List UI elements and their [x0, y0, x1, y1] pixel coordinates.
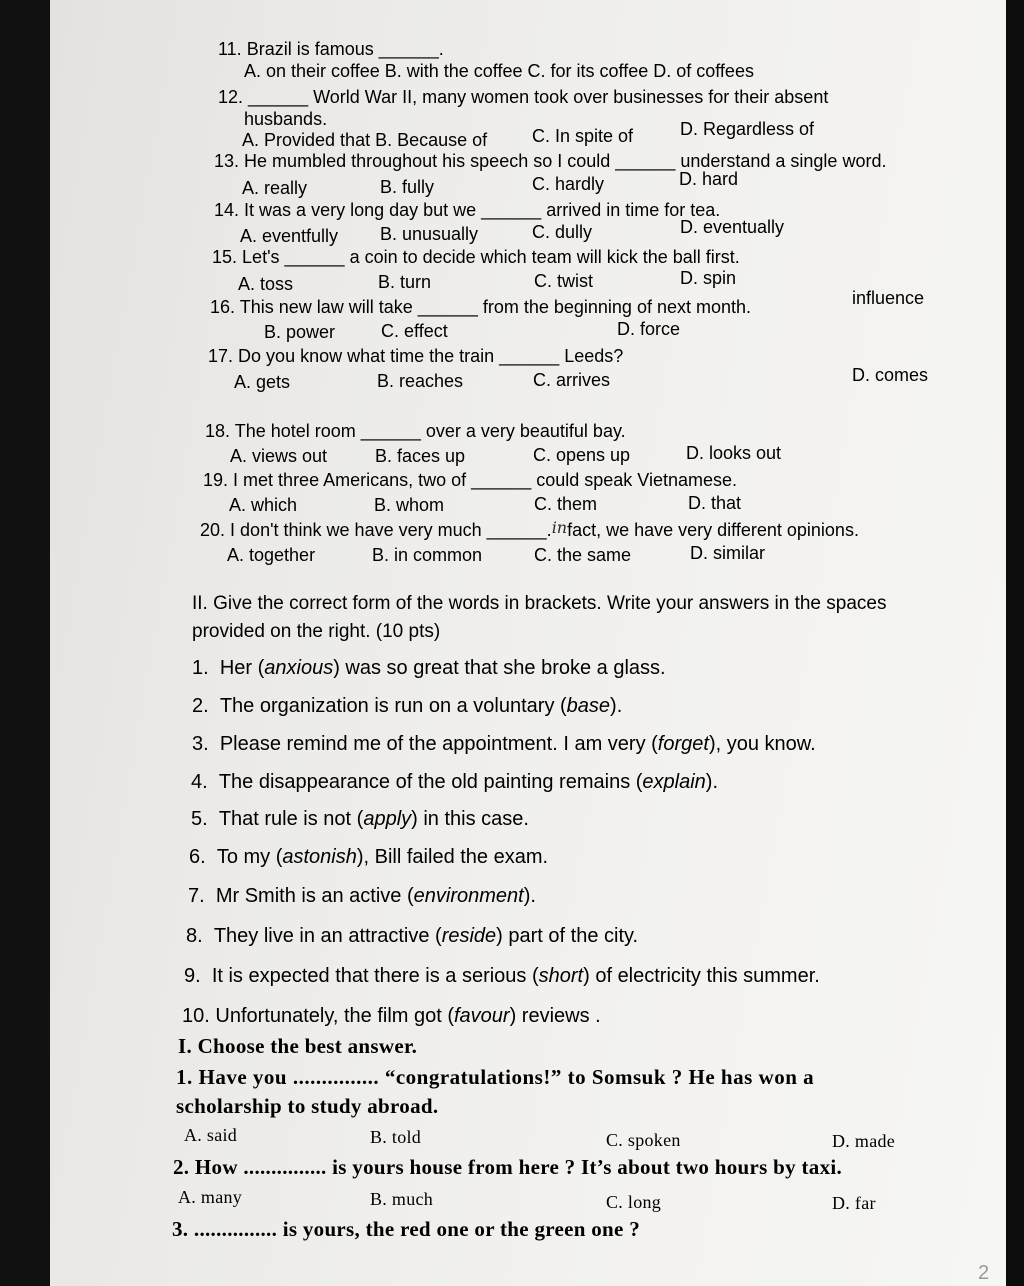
- q19-stem: 19. I met three Americans, two of ______ could speak Vietnamese.: [203, 470, 738, 490]
- s3-q2-opt-b: B. much: [370, 1189, 434, 1209]
- q17-opt-a: A. gets: [234, 372, 291, 392]
- q11-options: A. on their coffee B. with the coffee C. for its coffee D. of coffees: [244, 61, 754, 81]
- right-edge: [1006, 0, 1024, 1286]
- q13-opt-a: A. really: [242, 178, 308, 198]
- s3-q2-opt-a: A. many: [178, 1187, 243, 1207]
- s3-q1-opt-d: D. made: [832, 1131, 896, 1151]
- q16-opt-d: D. force: [617, 319, 681, 339]
- q16-stem: 16. This new law will take ______ from the beginning of next month.: [210, 297, 752, 317]
- word-form-item: 3. Please remind me of the appointment. I am very (forget), you know.: [192, 733, 816, 755]
- q14-opt-d: D. eventually: [680, 217, 785, 237]
- q15-opt-d: D. spin: [680, 268, 737, 288]
- word-form-item: 8. They live in an attractive (reside) part of the city.: [186, 925, 639, 947]
- word-form-item: 5. That rule is not (apply) in this case.: [191, 808, 529, 830]
- q13-opt-b: B. fully: [380, 177, 435, 197]
- q13-opt-c: C. hardly: [532, 174, 605, 194]
- q18-opt-a: A. views out: [230, 446, 328, 466]
- q18-opt-d: D. looks out: [686, 443, 782, 463]
- q16-opt-c: C. effect: [381, 321, 448, 341]
- q19-opt-a: A. which: [229, 495, 298, 515]
- q14-opt-b: B. unusually: [380, 224, 479, 244]
- q14-opt-c: C. dully: [532, 222, 593, 242]
- s3-q1-opt-a: A. said: [184, 1125, 238, 1145]
- q15-opt-b: B. turn: [378, 272, 432, 292]
- word-form-item: 7. Mr Smith is an active (environment).: [188, 885, 536, 907]
- s3-q3-line1: 3. ............... is yours, the red one or the green one ?: [172, 1217, 641, 1241]
- word-form-item: 6. To my (astonish), Bill failed the exam.: [189, 846, 549, 868]
- q15-opt-c: C. twist: [534, 271, 594, 291]
- q14-opt-a: A. eventfully: [240, 226, 339, 246]
- q11-stem: 11. Brazil is famous ______.: [218, 39, 444, 59]
- word-form-item: 9. It is expected that there is a serious (short) of electricity this summer.: [184, 965, 820, 987]
- q16-opt-influence: influence: [852, 288, 925, 308]
- q17-opt-b: B. reaches: [377, 371, 464, 391]
- q20-opt-c: C. the same: [534, 545, 632, 565]
- s3-q1-opt-c: C. spoken: [606, 1130, 681, 1150]
- q19-opt-c: C. them: [534, 494, 598, 514]
- q20-opt-d: D. similar: [690, 543, 765, 563]
- q12-opt-ab: A. Provided that B. Because of: [242, 130, 488, 150]
- page-number: 2: [978, 1262, 990, 1284]
- s3-q2-opt-c: C. long: [606, 1192, 662, 1212]
- q20-stem: 20. I don't think we have very much ______.infact, we have very different opinions.: [200, 518, 859, 540]
- q18-stem: 18. The hotel room ______ over a very beautiful bay.: [205, 421, 626, 441]
- q12-opt-c: C. In spite of: [532, 126, 634, 146]
- s3-q2-line1: 2. How ............... is yours house from here ? It’s about two hours by taxi.: [173, 1155, 843, 1179]
- q20-opt-b: B. in common: [372, 545, 483, 565]
- q12-stem: 12. ______ World War II, many women took over businesses for their absent: [218, 87, 829, 107]
- q20-handwritten-note: in: [551, 518, 568, 537]
- s3-q1-opt-b: B. told: [370, 1127, 422, 1147]
- q12-stem-cont: husbands.: [244, 109, 328, 129]
- q17-opt-c: C. arrives: [533, 370, 611, 390]
- word-form-item: 4. The disappearance of the old painting remains (explain).: [191, 771, 719, 793]
- q20-opt-a: A. together: [227, 545, 316, 565]
- q18-opt-b: B. faces up: [375, 446, 466, 466]
- section2-heading: II. Give the correct form of the words in brackets. Write your answers in the spaces: [192, 593, 887, 614]
- s3-q2-opt-d: D. far: [832, 1193, 876, 1213]
- word-form-item: 2. The organization is run on a voluntary (base).: [192, 695, 623, 717]
- q16-opt-b: B. power: [264, 322, 336, 342]
- q17-stem: 17. Do you know what time the train ______ Leeds?: [208, 346, 624, 366]
- section2-heading-cont: provided on the right. (10 pts): [192, 621, 441, 642]
- q13-stem: 13. He mumbled throughout his speech so I could ______ understand a single word.: [214, 151, 887, 171]
- q13-opt-d: D. hard: [679, 169, 739, 189]
- section3-heading: I. Choose the best answer.: [178, 1034, 418, 1058]
- q15-stem: 15. Let's ______ a coin to decide which team will kick the ball first.: [212, 247, 740, 267]
- q18-opt-c: C. opens up: [533, 445, 631, 465]
- q14-stem: 14. It was a very long day but we ______ arrived in time for tea.: [214, 200, 721, 220]
- word-form-item: 10. Unfortunately, the film got (favour) reviews .: [182, 1005, 601, 1027]
- s3-q1-line1: 1. Have you ............... “congratulations!” to Somsuk ? He has won a: [176, 1065, 815, 1089]
- q12-opt-d: D. Regardless of: [680, 119, 815, 139]
- q15-opt-a: A. toss: [238, 274, 294, 294]
- q17-opt-d: D. comes: [852, 365, 929, 385]
- word-form-item: 1. Her (anxious) was so great that she broke a glass.: [192, 657, 666, 679]
- q19-opt-d: D. that: [688, 493, 742, 513]
- s3-q1-line2: scholarship to study abroad.: [176, 1094, 439, 1118]
- q19-opt-b: B. whom: [374, 495, 445, 515]
